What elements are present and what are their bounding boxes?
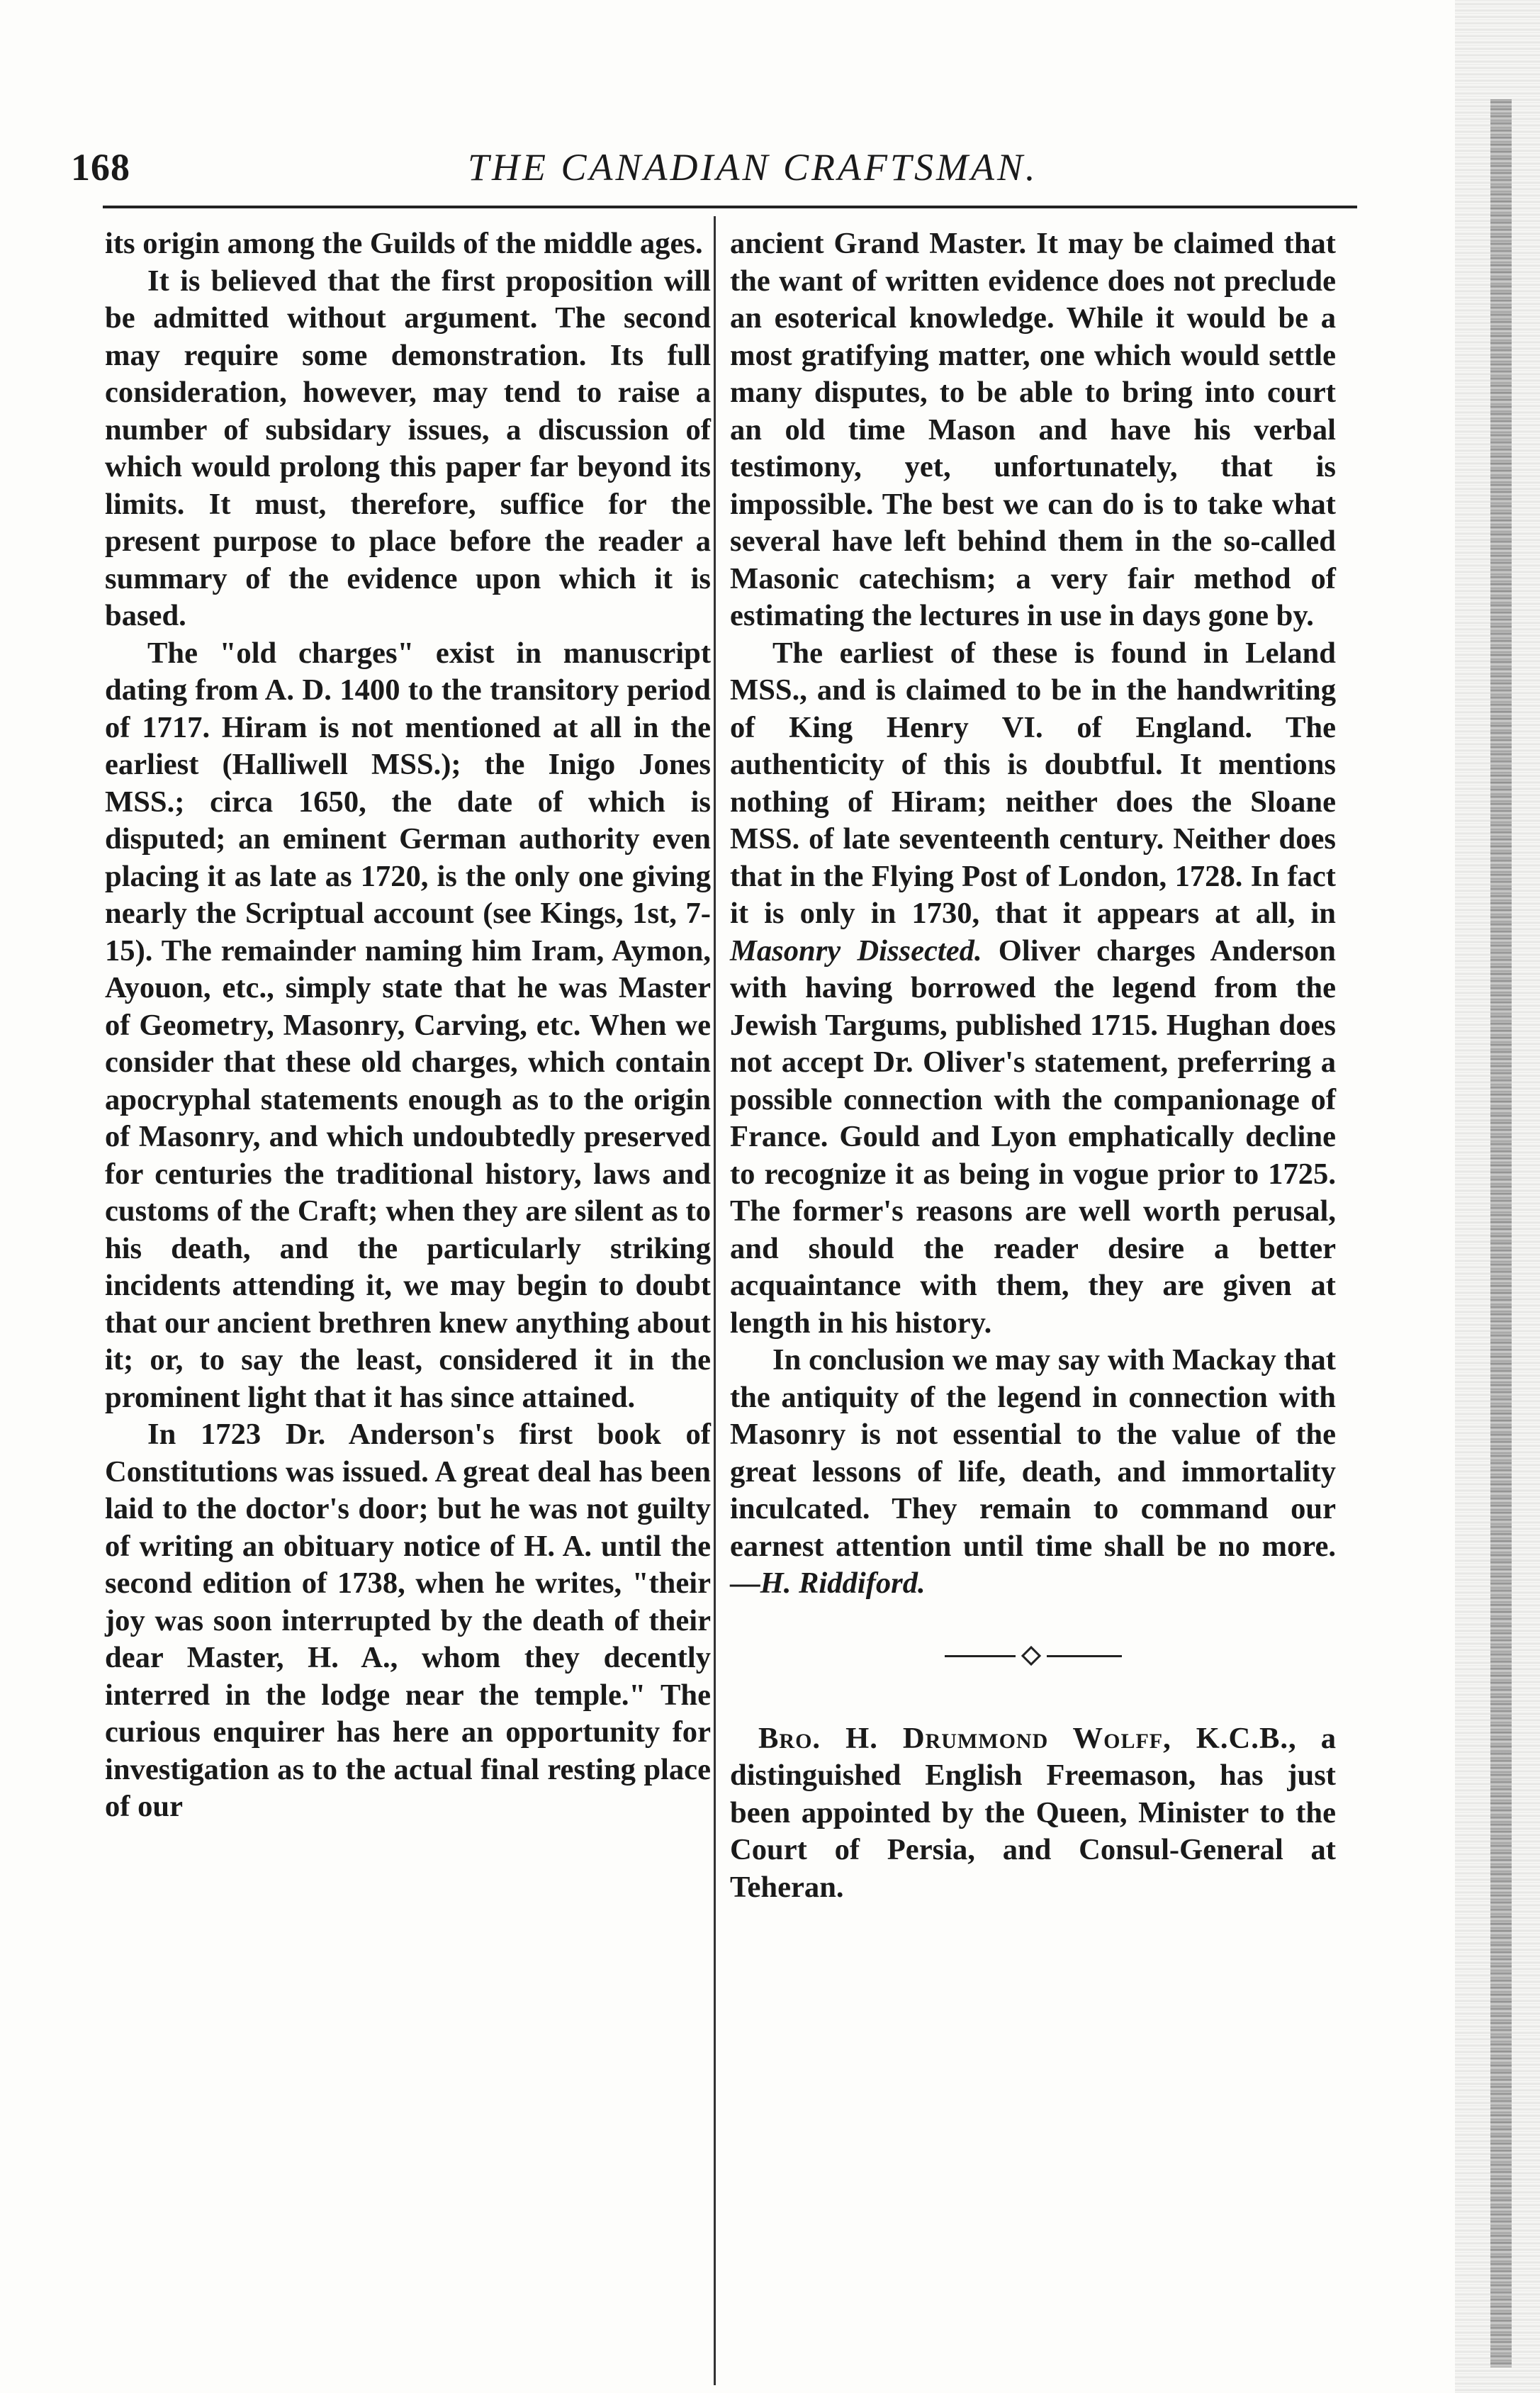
running-head: THE CANADIAN CRAFTSMAN. (468, 146, 1038, 189)
paragraph: ancient Grand Master. It may be claimed that the want of written evidence does not preclude an esoterical knowledge. While it would be a most gratifying matter, one which would settle many disputes, to be able to bring into court an old time Mason and have his verbal testimony, yet, unfortunately, that is impossible. The best we can do is to take what several have left behind them in the so-called Masonic catechism; a very fair method of estimating the lectures in use in days gone by. (730, 227, 1336, 632)
column-divider (714, 216, 716, 2385)
page-number: 168 (71, 146, 130, 189)
ornament-diamond-icon (1021, 1645, 1040, 1665)
paragraph-text: In conclusion we may say with Mackay that the antiquity of the legend in connection with Masonry is not essential to the value of the great lessons of life, death, and immortality inculcated. They remain to command our earnest attention until time shall be no more.— (730, 1343, 1336, 1600)
header-rule (103, 206, 1357, 208)
paragraph: In 1723 Dr. Anderson's first book of Constitutions was issued. A great deal has been laid to the doctor's door; but he was not guilty of writing an obituary notice of H. A. until the second edition of 1738, when he writes, "their joy was soon interrupted by the death of their dear Master, H. A., whom they decently interred in the lodge near the temple." The curious enquirer has here an opportunity for investigation as to the actual final resting place of our (105, 1418, 711, 1823)
left-column (105, 225, 711, 1826)
paragraph: its origin among the Guilds of the middle ages. (105, 227, 703, 260)
paragraph-text: The earliest of these is found in Leland MSS., and is claimed to be in the handwriting of King Henry VI. of England. The authenticity of this is doubtful. It mentions nothing of Hiram; neither does the Sloane MSS. of late seventeenth century. Neither does that in the Flying Post of London, 1728. In fact it is only in 1730, that it appears at all, in (730, 636, 1336, 930)
paragraph-text: Oliver charges Anderson with having borrowed the legend from the Jewish Targums, published 1715. Hughan does not accept Dr. Oliver's statement, preferring a possible connection with the companionage of France. Gould and Lyon emphatically decline to recognize it as being in vogue prior to 1725. The former's reasons are well worth perusal, and should the reader desire a better acquaintance with them, they are given at length in his history. (730, 934, 1336, 1340)
paragraph: The "old charges" exist in manuscript dating from A. D. 1400 to the transitory period of 1717. Hiram is not mentioned at all in the earliest (Halliwell MSS.); the Inigo Jones MSS.; circa 1650, the date of which is disputed; an eminent German authority even placing it as late as 1720, is the only one giving nearly the Scriptual account (see Kings, 1st, 7-15). The remainder naming him Iram, Aymon, Ayouon, etc., simply state that he was Master of Geometry, Masonry, Carving, etc. When we consider that these old charges, which contain apocryphal statements enough as to the origin of Masonry, and which undoubtedly preserved for centuries the traditional history, laws and customs of the Craft; when they are silent as to his death, and the particularly striking incidents attending it, we may begin to doubt that our ancient brethren knew anything about it; or, to say the least, considered it in the prominent light that it has since attained. (105, 636, 711, 1414)
section-ornament (945, 1642, 1122, 1671)
paragraph (730, 635, 1336, 1343)
news-note (730, 1720, 1336, 1907)
paragraph (730, 1342, 1336, 1603)
paragraph-text: a distinguished English Freemason, has just been appointed by the Queen, Minister to the Court of Persia, and Consul-General at Teheran. (730, 1721, 1336, 1904)
book-title: Masonry Dissected. (730, 934, 982, 968)
paragraph: It is believed that the first proposition will be admitted without argument. The second may require some demonstration. Its full consideration, however, may tend to raise a number of subsidary issues, a discussion of which would prolong this paper far beyond its limits. It must, therefore, suffice for the present purpose to place before the reader a summary of the evidence upon which it is based. (105, 264, 711, 632)
author-signature: H. Riddiford. (760, 1567, 926, 1600)
scan-binding-strip (1490, 99, 1512, 2367)
paragraph (730, 1720, 1336, 1907)
ornament-line-right (1047, 1655, 1122, 1657)
right-column (730, 225, 1336, 1906)
ornament-line-left (945, 1655, 1016, 1657)
page-header (71, 145, 1361, 195)
note-lead: Bro. H. Drummond Wolff, K.C.B., (758, 1721, 1297, 1755)
